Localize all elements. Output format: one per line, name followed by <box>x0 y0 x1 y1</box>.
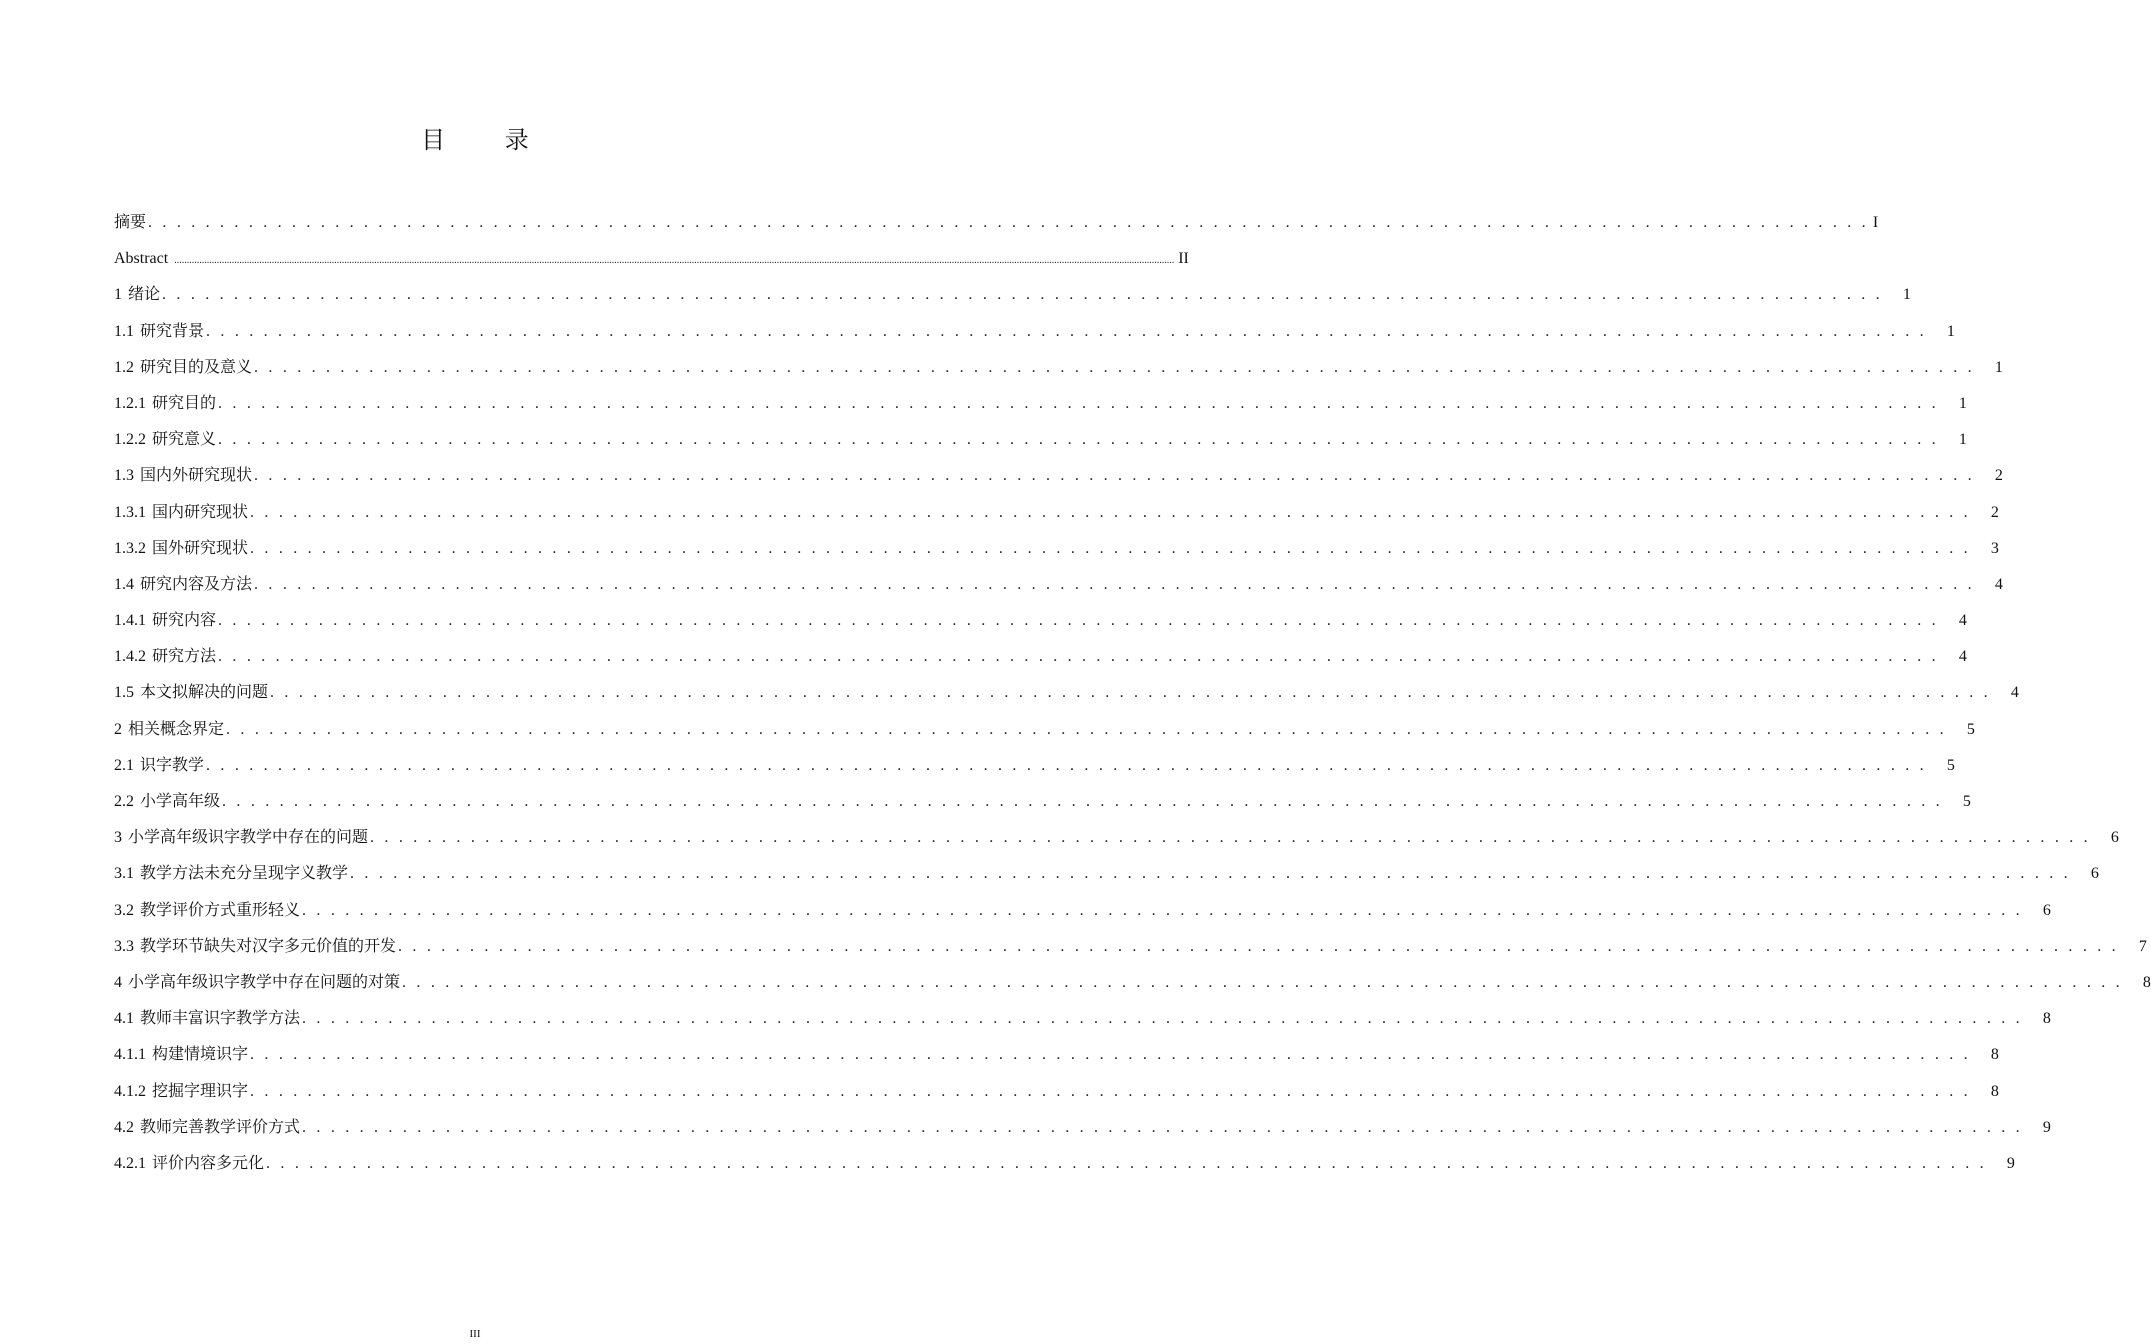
dot-leader: . . . . . . . . . . . . . . . . . . . . . . . . . . . . . . . . . . . . . . . . . . . . . . . . . . . . . . . . . . . . . . . . . . . . . . . . . . . . . . . . . . . . . . . . . . . . . . . . . . . . . . . . . . . . . . . . . . . . . . . . <box>218 612 1939 630</box>
toc-entry[interactable] <box>114 1045 1999 1081</box>
toc-entry-text: 国外研究现状 <box>152 539 249 557</box>
toc-entry-number: 2.2 <box>114 793 134 810</box>
dot-leader: . . . . . . . . . . . . . . . . . . . . . . . . . . . . . . . . . . . . . . . . . . . . . . . . . . . . . . . . . . . . . . . . . . . . . . . . . . . . . . . . . . . . . . . . . . . . . . . . . . . . . . . . . . . . . . . . . . . . . . . . <box>218 648 1939 666</box>
toc-entry-number: 1.4 <box>114 575 134 593</box>
toc-entry-label <box>114 828 368 848</box>
toc-entry[interactable] <box>114 322 1955 358</box>
toc-entry-label <box>114 322 204 342</box>
toc-entry[interactable] <box>114 285 1911 321</box>
toc-entry-text: 教学方法未充分呈现字义教学 <box>140 865 349 883</box>
dot-leader: . . . . . . . . . . . . . . . . . . . . . . . . . . . . . . . . . . . . . . . . . . . . . . . . . . . . . . . . . . . . . . . . . . . . . . . . . . . . . . . . . . . . . . . . . . . . . . . . . . . . . . . . . . . . . . . . . . . . . . . . <box>266 1154 1987 1172</box>
toc-entry-number: 4.2 <box>114 1118 134 1136</box>
toc-entry[interactable] <box>114 901 2051 937</box>
dot-leader: . . . . . . . . . . . . . . . . . . . . . . . . . . . . . . . . . . . . . . . . . . . . . . . . . . . . . . . . . . . . . . . . . . . . . . . . . . . . . . . . . . . . . . . . . . . . . . . . . . . . . . . . . . . . . . . . . . . . . . . . <box>250 503 1971 521</box>
dot-leader: . . . . . . . . . . . . . . . . . . . . . . . . . . . . . . . . . . . . . . . . . . . . . . . . . . . . . . . . . . . . . . . . . . . . . . . . . . . . . . . . . . . . . . . . . . . . . . . . . . . . . . . . . . . . . . . . . . . . . . . . <box>254 575 1975 593</box>
toc-entry-text: 研究目的及意义 <box>140 358 253 376</box>
toc-entry-label <box>114 1009 300 1029</box>
toc-entry-label <box>114 792 220 812</box>
toc-entry-number: 3 <box>114 829 122 847</box>
toc-entry-page: 9 <box>2042 1118 2051 1136</box>
toc-entry-page: 8 <box>2142 973 2151 991</box>
toc-entry-label <box>114 213 146 233</box>
toc-entry-page: 3 <box>1990 539 1999 557</box>
dot-leader: . . . . . . . . . . . . . . . . . . . . . . . . . . . . . . . . . . . . . . . . . . . . . . . . . . . . . . . . . . . . . . . . . . . . . . . . . . . . . . . . . . . . . . . . . . . . . . . . . . . . . . . . . . . . . . . . . . . . . . . . <box>218 431 1939 449</box>
dot-leader: . . . . . . . . . . . . . . . . . . . . . . . . . . . . . . . . . . . . . . . . . . . . . . . . . . . . . . . . . . . . . . . . . . . . . . . . . . . . . . . . . . . . . . . . . . . . . . . . . . . . . . . . . . . . . . . . . . . . . . . . <box>250 1046 1971 1064</box>
toc-entry-page: 6 <box>2110 829 2119 847</box>
toc-entry-number: 1.2.1 <box>114 394 146 412</box>
toc-entry[interactable] <box>114 647 1967 683</box>
toc-entry-number: 1.4.1 <box>114 612 146 630</box>
toc-entry-page: I <box>1872 214 1879 231</box>
toc-entry-text: 教师完善教学评价方式 <box>140 1118 301 1136</box>
toc-entry-label <box>114 1045 248 1065</box>
toc-entry-page: 5 <box>1946 756 1955 774</box>
page-footer-number: III <box>469 1328 481 1340</box>
toc-entry-text: 教师丰富识字教学方法 <box>140 1010 301 1028</box>
toc-entry-number: 1.5 <box>114 684 134 702</box>
toc-entry[interactable] <box>114 1082 1999 1118</box>
toc-entry-label <box>114 937 396 957</box>
toc-entry[interactable] <box>114 792 1971 828</box>
toc-entry-text: 本文拟解决的问题 <box>140 684 269 702</box>
toc-entry-label <box>114 503 248 523</box>
toc-entry-page: 2 <box>1990 503 1999 521</box>
toc-entry-label <box>114 647 216 667</box>
toc-entry-page: 9 <box>2006 1154 2015 1172</box>
toc-entry-page: 1 <box>1902 286 1911 304</box>
toc-entry-page: 6 <box>2090 865 2099 883</box>
toc-entry-label <box>114 394 216 414</box>
toc-entry-text: 研究意义 <box>152 431 217 449</box>
toc-entry-page: 8 <box>1990 1082 1999 1100</box>
toc-entry[interactable] <box>114 720 1975 756</box>
toc-entry-label <box>114 720 224 740</box>
toc-entry-text: 小学高年级 <box>140 793 221 810</box>
toc-entry-number: 1.4.2 <box>114 648 146 666</box>
toc-entry-label <box>114 249 168 269</box>
toc-entry-number: 1.2 <box>114 358 134 376</box>
table-of-contents <box>114 213 2151 1190</box>
toc-entry-page: 4 <box>1958 648 1967 666</box>
toc-entry-text: 研究背景 <box>140 322 205 340</box>
toc-entry-label <box>114 575 252 595</box>
toc-entry[interactable] <box>114 213 1879 249</box>
toc-entry-page: 2 <box>1994 467 2003 485</box>
toc-entry-page: 8 <box>2042 1010 2051 1028</box>
toc-entry-number: 1 <box>114 286 122 304</box>
toc-entry-text: 研究内容及方法 <box>140 575 253 593</box>
toc-entry-label <box>114 1118 300 1138</box>
toc-entry-label <box>114 1154 264 1174</box>
toc-entry-text: 研究方法 <box>152 648 217 666</box>
dot-leader: . . . . . . . . . . . . . . . . . . . . . . . . . . . . . . . . . . . . . . . . . . . . . . . . . . . . . . . . . . . . . . . . . . . . . . . . . . . . . . . . . . . . . . . . . . . . . . . . . . . . . . . . . . . . . . . . . . . . . . . . <box>250 539 1971 557</box>
toc-entry-page: II <box>1178 250 1189 268</box>
toc-entry-number: 3.1 <box>114 865 134 883</box>
toc-entry-number: 1.3.2 <box>114 539 146 557</box>
toc-entry-page: 7 <box>2138 937 2147 955</box>
toc-entry-text: 构建情境识字 <box>152 1046 249 1064</box>
dot-leader: . . . . . . . . . . . . . . . . . . . . . . . . . . . . . . . . . . . . . . . . . . . . . . . . . . . . . . . . . . . . . . . . . . . . . . . . . . . . . . . . . . . . . . . . . . . . . . . . . . . . . . . . . . . . . . . . . . . . . . . . <box>148 214 1869 231</box>
toc-entry[interactable] <box>114 1118 2051 1154</box>
toc-entry-page: 6 <box>2042 901 2051 919</box>
toc-entry[interactable] <box>114 683 2019 719</box>
toc-entry-number: 4.1.1 <box>114 1046 146 1064</box>
toc-entry-label <box>114 901 300 921</box>
toc-entry-text: 教学环节缺失对汉字多元价值的开发 <box>140 937 397 955</box>
toc-entry[interactable] <box>114 430 1967 466</box>
toc-entry-label <box>114 285 160 305</box>
toc-entry-number: 2.1 <box>114 756 134 774</box>
toc-entry-page: 4 <box>2010 684 2019 702</box>
toc-entry-page: 8 <box>1990 1046 1999 1064</box>
toc-entry[interactable] <box>114 756 1955 792</box>
toc-entry[interactable] <box>114 503 1999 539</box>
toc-entry[interactable] <box>114 249 1189 285</box>
toc-entry[interactable] <box>114 358 2003 394</box>
toc-entry-number: 3.3 <box>114 937 134 955</box>
toc-entry-number: 2 <box>114 720 122 738</box>
toc-entry[interactable] <box>114 973 2151 1009</box>
dot-leader: . . . . . . . . . . . . . . . . . . . . . . . . . . . . . . . . . . . . . . . . . . . . . . . . . . . . . . . . . . . . . . . . . . . . . . . . . . . . . . . . . . . . . . . . . . . . . . . . . . . . . . . . . . . . . . . . . . . . . . . . <box>226 720 1947 738</box>
dot-leader: . . . . . . . . . . . . . . . . . . . . . . . . . . . . . . . . . . . . . . . . . . . . . . . . . . . . . . . . . . . . . . . . . . . . . . . . . . . . . . . . . . . . . . . . . . . . . . . . . . . . . . . . . . . . . . . . . . . . . . . . <box>270 684 1991 702</box>
dot-leader: . . . . . . . . . . . . . . . . . . . . . . . . . . . . . . . . . . . . . . . . . . . . . . . . . . . . . . . . . . . . . . . . . . . . . . . . . . . . . . . . . . . . . . . . . . . . . . . . . . . . . . . . . . . . . . . . . . . . . . . . <box>218 394 1939 412</box>
dot-leader: . . . . . . . . . . . . . . . . . . . . . . . . . . . . . . . . . . . . . . . . . . . . . . . . . . . . . . . . . . . . . . . . . . . . . . . . . . . . . . . . . . . . . . . . . . . . . . . . . . . . . . . . . . . . . . . . . . . . . . . . <box>370 829 2091 847</box>
dot-leader: . . . . . . . . . . . . . . . . . . . . . . . . . . . . . . . . . . . . . . . . . . . . . . . . . . . . . . . . . . . . . . . . . . . . . . . . . . . . . . . . . . . . . . . . . . . . . . . . . . . . . . . . . . . . . . . . . . . . . . . . <box>398 937 2119 955</box>
dot-leader: . . . . . . . . . . . . . . . . . . . . . . . . . . . . . . . . . . . . . . . . . . . . . . . . . . . . . . . . . . . . . . . . . . . . . . . . . . . . . . . . . . . . . . . . . . . . . . . . . . . . . . . . . . . . . . . . . . . . . . . . <box>250 1082 1971 1100</box>
toc-entry-number: 1.1 <box>114 322 134 340</box>
dot-leader: . . . . . . . . . . . . . . . . . . . . . . . . . . . . . . . . . . . . . . . . . . . . . . . . . . . . . . . . . . . . . . . . . . . . . . . . . . . . . . . . . . . . . . . . . . . . . . . . . . . . . . . . . . . . . . . . . . . . . . . . <box>254 358 1975 376</box>
dot-leader: . . . . . . . . . . . . . . . . . . . . . . . . . . . . . . . . . . . . . . . . . . . . . . . . . . . . . . . . . . . . . . . . . . . . . . . . . . . . . . . . . . . . . . . . . . . . . . . . . . . . . . . . . . . . . . . . . . . . . . . . <box>302 1010 2023 1028</box>
toc-entry-label <box>114 756 204 776</box>
toc-entry-page: 1 <box>1946 322 1955 340</box>
toc-entry-number: 1.3 <box>114 467 134 485</box>
toc-entry-label <box>114 539 248 559</box>
toc-entry-label <box>114 683 268 703</box>
toc-entry-page: 1 <box>1958 431 1967 449</box>
toc-entry[interactable] <box>114 539 1999 575</box>
toc-entry-label <box>114 430 216 450</box>
toc-entry-text: 教学评价方式重形轻义 <box>140 901 301 919</box>
toc-entry[interactable] <box>114 828 2119 864</box>
toc-entry-page: 1 <box>1994 358 2003 376</box>
toc-entry-label <box>114 466 252 486</box>
toc-entry[interactable] <box>114 1009 2051 1045</box>
toc-entry-page: 4 <box>1994 575 2003 593</box>
toc-entry-text: 小学高年级识字教学中存在的问题 <box>128 829 369 847</box>
toc-entry[interactable] <box>114 864 2099 900</box>
toc-entry-text: 挖掘字理识字 <box>152 1082 249 1100</box>
toc-entry[interactable] <box>114 1154 2015 1190</box>
toc-entry-text: 相关概念界定 <box>128 720 225 738</box>
dot-leader: . . . . . . . . . . . . . . . . . . . . . . . . . . . . . . . . . . . . . . . . . . . . . . . . . . . . . . . . . . . . . . . . . . . . . . . . . . . . . . . . . . . . . . . . . . . . . . . . . . . . . . . . . . . . . . . . . . . . . . . . <box>402 973 2123 991</box>
toc-entry-text: Abstract <box>114 250 169 268</box>
toc-entry-number: 4.1 <box>114 1010 134 1028</box>
toc-entry-page: 1 <box>1958 394 1967 412</box>
dot-leader: . . . . . . . . . . . . . . . . . . . . . . . . . . . . . . . . . . . . . . . . . . . . . . . . . . . . . . . . . . . . . . . . . . . . . . . . . . . . . . . . . . . . . . . . . . . . . . . . . . . . . . . . . . . . . . . . . . . . . . . . <box>206 756 1927 774</box>
dot-leader: . . . . . . . . . . . . . . . . . . . . . . . . . . . . . . . . . . . . . . . . . . . . . . . . . . . . . . . . . . . . . . . . . . . . . . . . . . . . . . . . . . . . . . . . . . . . . . . . . . . . . . . . . . . . . . . . . . . . . . . . <box>206 322 1927 340</box>
dot-leader: . . . . . . . . . . . . . . . . . . . . . . . . . . . . . . . . . . . . . . . . . . . . . . . . . . . . . . . . . . . . . . . . . . . . . . . . . . . . . . . . . . . . . . . . . . . . . . . . . . . . . . . . . . . . . . . . . . . . . . . . <box>302 1118 2023 1136</box>
toc-entry-page: 5 <box>1966 720 1975 738</box>
toc-entry-label <box>114 611 216 631</box>
toc-entry-number: 3.2 <box>114 901 134 919</box>
toc-entry-text: 识字教学 <box>140 756 205 774</box>
toc-entry-number: 1.3.1 <box>114 503 146 521</box>
toc-entry-label <box>114 358 252 378</box>
toc-entry-text: 国内外研究现状 <box>140 467 253 485</box>
toc-entry-number: 4.1.2 <box>114 1082 146 1100</box>
toc-entry[interactable] <box>114 937 2147 973</box>
toc-entry-number: 1.2.2 <box>114 431 146 449</box>
dot-leader: ................................................................................................................................................................................................................................................................................................................................................................................................................ <box>174 255 1175 267</box>
toc-entry[interactable] <box>114 611 1967 647</box>
toc-title: 目 录 <box>421 126 555 154</box>
toc-entry-number: 4.2.1 <box>114 1154 146 1172</box>
toc-entry-text: 研究目的 <box>152 394 217 412</box>
dot-leader: . . . . . . . . . . . . . . . . . . . . . . . . . . . . . . . . . . . . . . . . . . . . . . . . . . . . . . . . . . . . . . . . . . . . . . . . . . . . . . . . . . . . . . . . . . . . . . . . . . . . . . . . . . . . . . . . . . . . . . . . <box>302 901 2023 919</box>
toc-entry-label <box>114 864 348 884</box>
toc-entry-page: 4 <box>1958 612 1967 630</box>
toc-entry[interactable] <box>114 466 2003 502</box>
toc-entry-text: 小学高年级识字教学中存在问题的对策 <box>128 973 401 991</box>
toc-entry[interactable] <box>114 575 2003 611</box>
dot-leader: . . . . . . . . . . . . . . . . . . . . . . . . . . . . . . . . . . . . . . . . . . . . . . . . . . . . . . . . . . . . . . . . . . . . . . . . . . . . . . . . . . . . . . . . . . . . . . . . . . . . . . . . . . . . . . . . . . . . . . . . <box>222 793 1943 810</box>
toc-entry-text: 评价内容多元化 <box>152 1154 265 1172</box>
toc-entry-page: 5 <box>1962 793 1971 810</box>
dot-leader: . . . . . . . . . . . . . . . . . . . . . . . . . . . . . . . . . . . . . . . . . . . . . . . . . . . . . . . . . . . . . . . . . . . . . . . . . . . . . . . . . . . . . . . . . . . . . . . . . . . . . . . . . . . . . . . . . . . . . . . . <box>350 865 2071 883</box>
toc-entry[interactable] <box>114 394 1967 430</box>
toc-entry-label <box>114 1082 248 1102</box>
toc-entry-text: 摘要 <box>114 214 147 231</box>
toc-entry-text: 绪论 <box>128 286 161 304</box>
dot-leader: . . . . . . . . . . . . . . . . . . . . . . . . . . . . . . . . . . . . . . . . . . . . . . . . . . . . . . . . . . . . . . . . . . . . . . . . . . . . . . . . . . . . . . . . . . . . . . . . . . . . . . . . . . . . . . . . . . . . . . . . <box>254 467 1975 485</box>
toc-entry-text: 国内研究现状 <box>152 503 249 521</box>
toc-entry-number: 4 <box>114 973 122 991</box>
toc-entry-label <box>114 973 400 993</box>
toc-entry-text: 研究内容 <box>152 612 217 630</box>
dot-leader: . . . . . . . . . . . . . . . . . . . . . . . . . . . . . . . . . . . . . . . . . . . . . . . . . . . . . . . . . . . . . . . . . . . . . . . . . . . . . . . . . . . . . . . . . . . . . . . . . . . . . . . . . . . . . . . . . . . . . . . . <box>162 286 1883 304</box>
